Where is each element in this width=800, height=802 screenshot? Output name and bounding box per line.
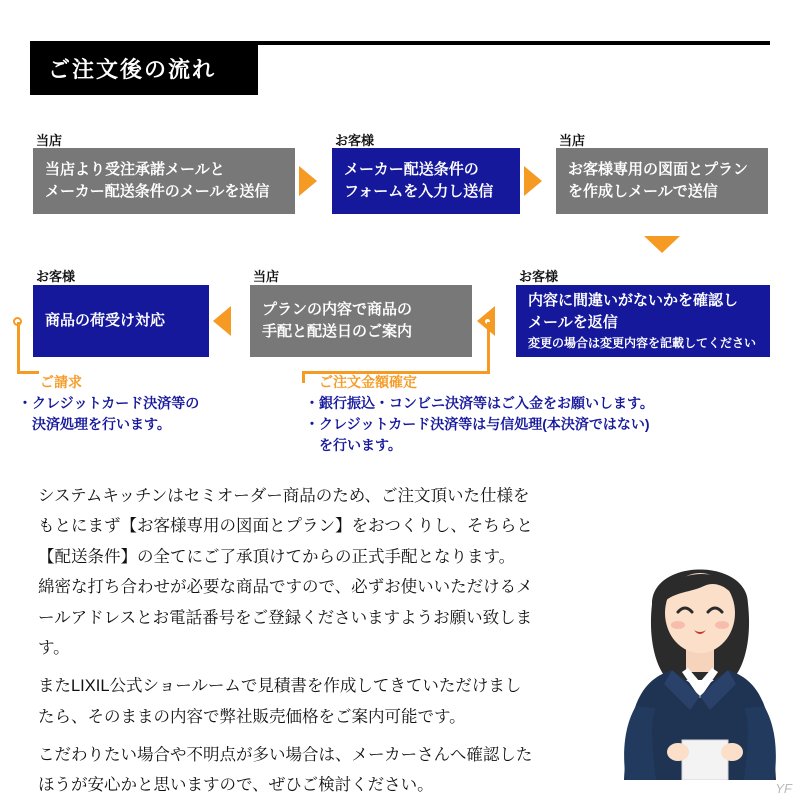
- flow-box-row1-step1-line2: メーカー配送条件のメールを送信: [45, 183, 270, 200]
- body-text: [38, 482, 663, 802]
- flow-box-row2-step1: [33, 285, 209, 357]
- caption-row1-step3: 当店: [559, 133, 586, 148]
- connector-line-left-vertical: [17, 322, 23, 374]
- person-illustration: [612, 530, 788, 780]
- flow-box-row2-step3-line1: 内容に間違いがないかを確認し: [528, 291, 739, 309]
- flow-box-row1-step2: [332, 148, 520, 214]
- flow-box-row2-step2-line1: プランの内容で商品の: [262, 301, 413, 319]
- body-line-8: たら、そのままの内容で弊社販売価格をご案内可能です。: [38, 707, 466, 726]
- page-title: ご注文後の流れ: [30, 41, 258, 95]
- flow-box-row1-step3: [556, 148, 768, 214]
- annotation-left-line1: ・クレジットカード決済等の: [18, 395, 200, 411]
- body-line-6: す。: [38, 638, 70, 657]
- annotation-left-line2: 決済処理を行います。: [18, 416, 171, 432]
- flow-box-row2-step3-note: 変更の場合は変更内容を記載してください: [528, 336, 757, 351]
- body-line-2: もとにまず【お客様専用の図面とプラン】をおつくりし、そちらと: [38, 517, 533, 536]
- annotation-center-line3: を行います。: [305, 437, 402, 453]
- arrow-row1-to-row2: [644, 236, 680, 253]
- flow-box-row1-step1: [33, 148, 295, 214]
- flow-box-row1-step2-line1: メーカー配送条件の: [344, 161, 479, 179]
- annotation-center-line1: ・銀行振込・コンビニ決済等はご入金をお願いします。: [305, 395, 654, 411]
- flow-box-row2-step2-line2: 手配と配送日のご案内: [262, 323, 413, 340]
- flow-box-row2-step2: [250, 285, 472, 357]
- caption-row2-step3: お客様: [519, 269, 559, 284]
- arrow-row1-step1-to-step2: [299, 166, 317, 196]
- body-line-4: 綿密な打ち合わせが必要な商品ですので、必ずお使いいただけるメ: [38, 578, 533, 597]
- caption-row2-step1: お客様: [36, 269, 76, 284]
- annotation-center-line2: ・クレジットカード決済等は与信処理(本決済ではない): [305, 416, 650, 432]
- body-line-10: ほうが安心かと思いますので、ぜひご検討ください。: [38, 776, 434, 795]
- annotation-left-title: ご請求: [40, 374, 82, 390]
- arrow-row1-step2-to-step3: [524, 166, 542, 196]
- body-line-5: ールアドレスとお電話番号をご登録くださいますようお願い致しま: [38, 608, 533, 627]
- body-line-7: またLIXIL公式ショールームで見積書を作成してきていただけまし: [38, 677, 522, 696]
- flow-box-row1-step2-line2: フォームを入力し送信: [344, 183, 494, 200]
- flow-box-row2-step1-line1: 商品の荷受け対応: [45, 312, 166, 330]
- annotation-center-title: ご注文金額確定: [319, 374, 417, 390]
- annotation-center: [305, 372, 654, 456]
- flow-box-row1-step3-line2: を作成しメールで送信: [568, 183, 718, 200]
- caption-row1-step1: 当店: [36, 133, 63, 148]
- connector-line-center-vertical: [487, 322, 493, 374]
- flow-box-row2-step3-line2: メールを返信: [528, 313, 618, 331]
- annotation-left: [18, 372, 199, 435]
- body-line-1: システムキッチンはセミオーダー商品のため、ご注文頂いた仕様を: [38, 487, 530, 505]
- flow-box-row2-step3: [516, 285, 770, 357]
- watermark: YF: [775, 781, 792, 796]
- flow-box-row1-step3-line1: お客様専用の図面とプラン: [568, 161, 749, 179]
- flow-box-row1-step1-line1: 当店より受注承諾メールと: [45, 161, 225, 179]
- caption-row2-step2: 当店: [253, 269, 280, 284]
- arrow-row2-step2-to-step1: [213, 306, 231, 336]
- body-line-3: 【配送条件】の全てにご了承頂けてからの正式手配となります。: [38, 547, 516, 566]
- body-line-9: こだわりたい場合や不明点が多い場合は、メーカーさんへ確認した: [38, 746, 533, 764]
- caption-row1-step2: お客様: [335, 133, 375, 148]
